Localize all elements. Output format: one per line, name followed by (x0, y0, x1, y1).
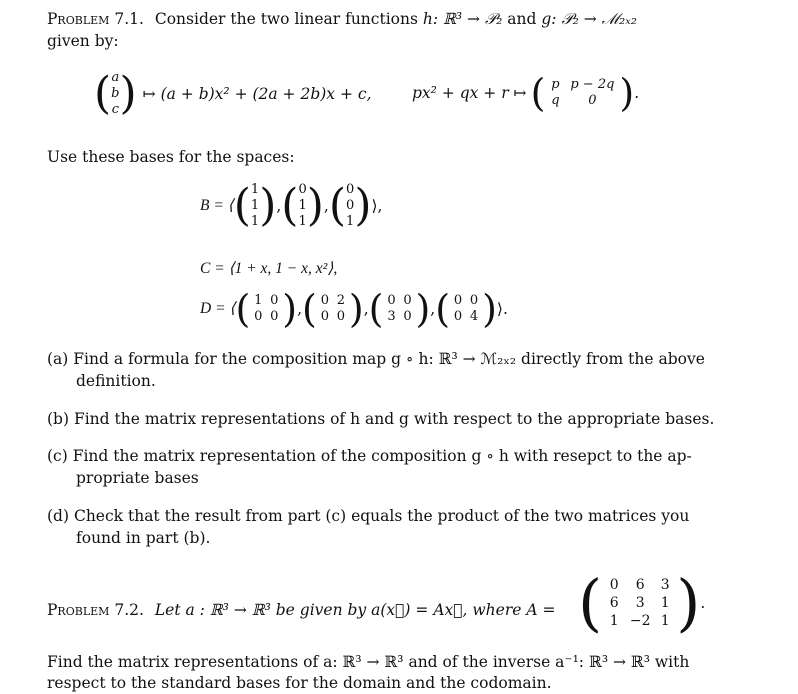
right-paren: ) (354, 180, 372, 231)
part-label: (b) (47, 410, 70, 428)
bases-intro: Use these bases for the spaces: (47, 148, 295, 166)
matrix-A (578, 566, 706, 639)
part-a (47, 348, 705, 370)
mat-entry: 0 (320, 293, 330, 308)
right-paren: ) (348, 287, 364, 331)
mat-entry: 0 (403, 293, 412, 308)
right-paren: ) (676, 566, 701, 639)
h-rule: ↦ (a + b)x² + (2a + 2b)x + c, (142, 85, 372, 103)
basis-B: B = ⟨ ( 1 1 1 ) , ( 0 1 1 ) , ( 0 0 1 ) ⟩, (200, 180, 383, 231)
right-paren: ) (119, 68, 137, 119)
part-b (47, 408, 714, 430)
given-by: given by: (47, 32, 119, 50)
part-text: Check that the result from part (c) equals the product of the two matrices you (73, 507, 690, 525)
right-paren: ) (415, 287, 431, 331)
g-signature: g: 𝒫₂ → ℳ₂ₓ₂ (541, 10, 637, 28)
right-paren: ) (306, 180, 324, 231)
mat-entry: 0 (453, 309, 463, 324)
vec-entry: 1 (298, 198, 307, 213)
problem-7-2-line3: respect to the standard bases for the domain and the codomain. (47, 674, 552, 692)
mat-entry: 0 (387, 293, 396, 308)
vec-entry: 0 (346, 182, 355, 197)
basis-C: C = ⟨1 + x, 1 − x, x²⟩, (200, 260, 338, 277)
mat-entry: 1 (660, 595, 670, 611)
vec-entry: c (111, 102, 119, 117)
left-paren: ( (235, 287, 251, 331)
problem-7-2-line1 (47, 599, 555, 621)
part-d-cont: found in part (b). (76, 529, 211, 547)
and-word: and (507, 10, 537, 28)
mat-entry: 1 (660, 613, 670, 629)
basis-D: D = ⟨ ( 1 0 0 0 ) , ( 0 2 0 0 ) , ( 0 0 3 0 ) , ( 0 0 0 4 ) ⟩. (200, 287, 508, 331)
mat-entry: 0 (609, 577, 619, 593)
mat-entry: 0 (336, 309, 346, 324)
mat-entry: p − 2q (570, 77, 615, 92)
left-paren: ( (233, 180, 251, 231)
part-c (47, 445, 692, 467)
h-definition (94, 70, 372, 118)
mat-entry: q (551, 93, 560, 108)
mat-entry: 6 (635, 577, 645, 593)
right-paren: ) (482, 287, 497, 331)
vec-entry: b (111, 86, 120, 101)
h-signature: h: ℝ³ → 𝒫₂ (422, 10, 503, 28)
basis-B-end: ⟩, (371, 197, 383, 215)
mat-entry: 3 (387, 309, 396, 324)
part-text: Find the matrix representation of the composition g ∘ h with resepct to the ap- (72, 447, 692, 465)
left-paren: ( (328, 180, 347, 231)
problem-intro: Consider the two linear functions (154, 10, 418, 28)
mat-entry: −2 (629, 613, 651, 629)
basis-vector (298, 182, 306, 230)
left-paren: ( (530, 71, 546, 115)
vec-entry: a (111, 70, 120, 85)
mat-entry: p (551, 77, 560, 92)
mat-entry: 3 (660, 577, 670, 593)
mat-entry: 0 (469, 293, 479, 308)
basis-matrix (317, 293, 349, 325)
g-definition: px² + qx + r ↦ ( p p − 2q q 0 ) . (412, 71, 640, 115)
part-text: Find a formula for the composition map g ∘ h: ℝ³ → ℳ₂ₓ₂ directly from the above (73, 350, 705, 368)
h-input-vector (111, 70, 119, 118)
mat-entry: 3 (635, 595, 645, 611)
problem-7-2-line2: Find the matrix representations of a: ℝ³ → ℝ³ and of the inverse a⁻¹: ℝ³ → ℝ³ with (47, 653, 690, 671)
basis-B-label: B = ⟨ (200, 197, 234, 214)
part-d (47, 505, 689, 527)
vec-entry: 1 (298, 214, 307, 229)
part-c-cont: propriate bases (76, 469, 199, 487)
g-lhs: px² + qx + r ↦ (412, 84, 527, 102)
problem-text: Let a : ℝ³ → ℝ³ be given by a(x⃗) = Ax⃗, where A = (154, 601, 556, 619)
mat-entry: 2 (336, 293, 346, 308)
part-a-cont: definition. (76, 372, 156, 390)
g-output-matrix (545, 77, 619, 109)
vec-entry: 0 (298, 182, 307, 197)
problem-7-1-header (47, 8, 637, 30)
vec-entry: 1 (250, 182, 260, 197)
basis-matrix (450, 293, 482, 325)
basis-D-end: ⟩. (496, 300, 508, 318)
part-label: (c) (47, 447, 68, 465)
vec-entry: 0 (346, 198, 355, 213)
mat-entry: 6 (609, 595, 619, 611)
mat-entry: 1 (254, 293, 263, 308)
left-paren: ( (578, 566, 603, 639)
mat-entry: 0 (270, 309, 279, 324)
right-paren: ) (259, 180, 277, 231)
right-paren: ) (282, 287, 298, 331)
right-paren: ) (619, 71, 635, 115)
left-paren: ( (368, 287, 384, 331)
part-text: Find the matrix representations of h and g with respect to the appropriate bases. (73, 410, 715, 428)
vec-entry: 1 (250, 198, 260, 213)
mat-entry: 0 (403, 309, 412, 324)
mat-entry: 0 (588, 93, 597, 108)
vec-entry: 1 (250, 214, 260, 229)
left-paren: ( (281, 180, 299, 231)
basis-vector (346, 182, 354, 230)
part-label: (a) (47, 350, 69, 368)
left-paren: ( (94, 68, 112, 119)
part-label: (d) (47, 507, 70, 525)
mat-entry: 0 (270, 293, 279, 308)
basis-matrix (250, 293, 282, 325)
mat-entry: 4 (469, 309, 479, 324)
problem-title: Problem 7.2. (47, 601, 144, 619)
mat-entry: 0 (453, 293, 463, 308)
mat-entry: 0 (320, 309, 330, 324)
vec-entry: 1 (346, 214, 355, 229)
left-paren: ( (435, 287, 451, 331)
left-paren: ( (302, 287, 317, 331)
mat-entry: 1 (609, 613, 619, 629)
mat-entry: 0 (254, 309, 263, 324)
basis-D-label: D = ⟨ (200, 300, 236, 317)
basis-matrix (383, 293, 415, 325)
basis-vector (251, 182, 259, 230)
matrix-A-entries (602, 576, 676, 630)
problem-title: Problem 7.1. (47, 10, 144, 28)
matrix-A-tail: . (700, 594, 706, 612)
